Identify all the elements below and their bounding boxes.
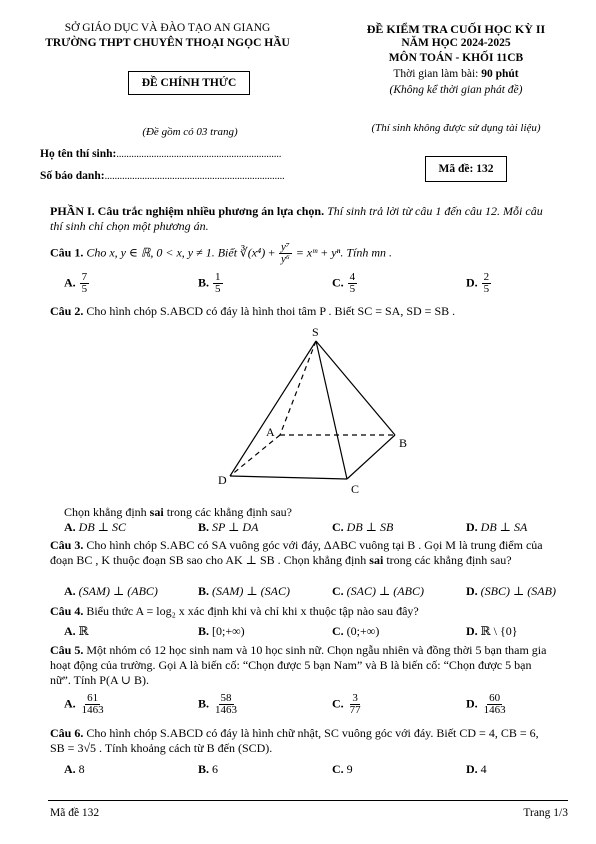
edge-sd [230, 341, 316, 476]
vertex-label-d: D [218, 473, 227, 487]
option-text: ℝ [78, 624, 89, 638]
option-label: B. [198, 520, 210, 534]
option-fraction [482, 272, 492, 295]
fraction-denominator: 5 [81, 283, 88, 295]
q3-option-a[interactable] [64, 584, 158, 599]
option-text: DB ⊥ SA [480, 520, 528, 534]
q2-option-a[interactable] [64, 520, 126, 535]
question-5 [50, 643, 550, 688]
part1-description: Thí sinh trả lời từ câu 1 đến câu 12. Mỗi câu thí sinh chỉ chọn một phương án. [50, 204, 543, 233]
fraction-denominator: 1463 [81, 704, 104, 716]
fraction-denominator: 1463 [483, 704, 506, 716]
question-5-text: Một nhóm có 12 học sinh nam và 10 học sinh nữ. Chọn ngẫu nhiên và đồng thời 5 bạn tham gia hoạt động của trường. Gọi A là biến cố: “Chọn được 5 bạn Nam” và B là biến cố: “Chọn được 5 bạn nữ”. Tính P(A ∪ B). [50, 643, 547, 687]
q6-option-d[interactable] [466, 762, 487, 777]
edge-cb [347, 435, 395, 479]
official-badge: ĐỀ CHÍNH THỨC [128, 71, 250, 95]
question-6-text: Cho hình chóp S.ABCD có đáy là hình chữ nhật, SC vuông góc với đáy. Biết CD = 4, CB = 6, SB = 3√5 . Tính khoảng cách từ B đến (SCD). [50, 726, 539, 755]
q4-option-c[interactable] [332, 624, 379, 639]
option-label: C. [332, 275, 344, 290]
option-label: C. [332, 624, 344, 638]
option-label: D. [466, 762, 478, 776]
option-text: DB ⊥ SB [346, 520, 394, 534]
option-fraction [213, 693, 239, 716]
option-text: (SAM) ⊥ (SAC) [212, 584, 290, 598]
question-1 [50, 242, 550, 265]
fraction-numerator: 60 [489, 692, 501, 704]
question-1-text-a: Cho x, y ∈ ℝ, 0 < x, y ≠ 1. Biết [83, 245, 241, 260]
question-1-expr-rest: = xᵐ + yⁿ [292, 245, 341, 260]
option-text: 8 [78, 762, 85, 776]
vertex-label-s: S [312, 325, 319, 339]
no-docs-note: (Thí sinh không được sử dụng tài liệu) [371, 122, 541, 134]
option-text: (SAM) ⊥ (ABC) [78, 584, 158, 598]
question-1-text-b: . Tính mn . [340, 245, 393, 260]
fraction-denominator: 77 [349, 704, 361, 716]
footer-divider [48, 800, 568, 801]
question-2-label: Câu 2. [50, 304, 84, 318]
option-text: DB ⊥ SC [78, 520, 126, 534]
fraction-numerator: 3 [352, 692, 358, 704]
option-label: A. [64, 696, 76, 711]
time-note: (Không kể thời gian phát đề) [389, 84, 523, 96]
fraction-numerator: 1 [215, 271, 221, 283]
question-2-prompt [64, 505, 564, 520]
fraction-denominator: 5 [349, 283, 356, 295]
q2-option-b[interactable] [198, 520, 258, 535]
option-label: C. [332, 762, 344, 776]
option-text: (SAC) ⊥ (ABC) [346, 584, 424, 598]
option-label: A. [64, 275, 76, 290]
option-fraction [213, 272, 223, 295]
option-label: D. [466, 275, 478, 290]
q4-option-b[interactable] [198, 624, 245, 639]
option-text: SP ⊥ DA [212, 520, 259, 534]
question-2-ask-a: Chọn khẳng định [64, 505, 150, 519]
option-fraction [348, 693, 363, 716]
q2-option-c[interactable] [332, 520, 393, 535]
option-label: B. [198, 624, 210, 638]
edge-dc [230, 476, 347, 479]
fraction-numerator: 58 [220, 692, 232, 704]
question-2-ask-bold: sai [149, 505, 164, 519]
part1-heading [50, 204, 550, 234]
page-count-note: (Đề gồm có 03 trang) [142, 126, 238, 138]
option-label: A. [64, 762, 76, 776]
school-year: NĂM HỌC 2024-2025 [401, 37, 511, 49]
student-name-dots: .................................................................. [116, 149, 282, 160]
question-1-expr-fraction [279, 242, 292, 265]
student-name-line [40, 148, 281, 160]
fraction-numerator: y⁷ [280, 241, 290, 253]
question-4 [50, 604, 550, 619]
question-5-label: Câu 5. [50, 643, 84, 657]
fraction-denominator: 5 [483, 283, 490, 295]
option-label: C. [332, 584, 344, 598]
question-3 [50, 538, 550, 568]
q3-option-b[interactable] [198, 584, 290, 599]
student-id-line [40, 170, 285, 182]
q6-option-a[interactable] [64, 762, 85, 777]
question-4-text: Biểu thức A = log₂ x xác định khi và chỉ khi x thuộc tập nào sau đây? [83, 604, 419, 618]
subject: MÔN TOÁN - KHỐI 11CB [388, 52, 524, 64]
q6-option-c[interactable] [332, 762, 353, 777]
edge-sc [316, 341, 347, 479]
vertex-label-b: B [399, 436, 408, 450]
q6-option-b[interactable] [198, 762, 218, 777]
option-text: 9 [346, 762, 353, 776]
exam-title: ĐỀ KIỂM TRA CUỐI HỌC KỲ II [366, 22, 546, 36]
time-label: Thời gian làm bài: [393, 68, 482, 80]
question-2 [50, 304, 550, 319]
q3-option-c[interactable] [332, 584, 424, 599]
question-3-text-b: trong các khẳng định sau? [383, 553, 512, 567]
student-id-dots: ........................................................................ [104, 171, 285, 182]
option-text: 4 [480, 762, 487, 776]
option-label: D. [466, 584, 478, 598]
q3-option-d[interactable] [466, 584, 556, 599]
q1-option-d[interactable] [466, 272, 492, 295]
fraction-numerator: 7 [81, 271, 88, 283]
option-label: A. [64, 584, 76, 598]
part1-title: PHẦN I. Câu trắc nghiệm nhiều phương án lựa chọn. [50, 204, 325, 218]
student-name-label: Họ tên thí sinh: [40, 148, 117, 160]
option-text: (0;+∞) [346, 624, 380, 638]
question-1-expr-root: ∛(x⁴) [240, 245, 266, 260]
exam-time [340, 68, 572, 80]
q5-option-a[interactable] [64, 693, 107, 716]
footer-page-number: Trang 1/3 [523, 807, 568, 819]
question-3-label: Câu 3. [50, 538, 84, 552]
question-2-ask-b: trong các khẳng định sau? [163, 505, 292, 519]
pyramid-figure [200, 322, 430, 502]
option-fraction [80, 693, 106, 716]
option-label: C. [332, 520, 344, 534]
fraction-numerator: 61 [87, 692, 99, 704]
option-label: B. [198, 762, 210, 776]
question-6-label: Câu 6. [50, 726, 84, 740]
question-3-text-a: Cho hình chóp S.ABC có SA vuông góc với đáy, ΔABC vuông tại B . Gọi M là trung điểm của đoạn BC , K thuộc đoạn SB sao cho AK ⊥ SB . Chọn khẳng định [50, 538, 543, 567]
option-text: (SBC) ⊥ (SAB) [480, 584, 556, 598]
option-label: B. [198, 696, 210, 711]
fraction-denominator: 1463 [215, 704, 238, 716]
time-value: 90 phút [481, 68, 519, 80]
school-name: TRƯỜNG THPT CHUYÊN THOẠI NGỌC HẦU [45, 37, 290, 49]
option-label: B. [198, 584, 210, 598]
q4-option-d[interactable] [466, 624, 518, 639]
q1-option-a[interactable] [64, 272, 90, 295]
q4-option-a[interactable] [64, 624, 89, 639]
option-label: A. [64, 624, 76, 638]
option-fraction [482, 693, 508, 716]
exam-code-box: Mã đề: 132 [425, 156, 507, 182]
option-text: [0;+∞) [212, 624, 245, 638]
question-1-label: Câu 1. [50, 245, 84, 260]
question-2-text: Cho hình chóp S.ABCD có đáy là hình thoi tâm P . Biết SC = SA, SD = SB . [83, 304, 456, 318]
option-text: ℝ \ {0} [480, 624, 518, 638]
q5-option-d[interactable] [466, 693, 509, 716]
question-6 [50, 726, 550, 756]
footer-exam-code: Mã đề 132 [50, 807, 100, 819]
question-4-label: Câu 4. [50, 604, 84, 618]
edge-ad [230, 435, 280, 476]
q2-option-d[interactable] [466, 520, 527, 535]
option-label: D. [466, 624, 478, 638]
option-fraction [348, 272, 358, 295]
option-label: D. [466, 520, 478, 534]
q5-option-b[interactable] [198, 693, 240, 716]
department-name: SỞ GIÁO DỤC VÀ ĐÀO TẠO AN GIANG [64, 22, 271, 34]
student-id-label: Số báo danh: [40, 170, 105, 182]
fraction-numerator: 4 [349, 271, 356, 283]
vertex-label-a: A [266, 425, 275, 439]
q1-option-c[interactable] [332, 272, 358, 295]
option-text: 6 [212, 762, 219, 776]
option-label: A. [64, 520, 76, 534]
option-fraction [80, 272, 90, 295]
edge-sb [316, 341, 395, 435]
q1-option-b[interactable] [198, 272, 224, 295]
question-3-text-bold: sai [369, 553, 384, 567]
fraction-numerator: 2 [483, 271, 490, 283]
vertex-label-c: C [351, 482, 360, 496]
question-1-expr-plus: + [265, 245, 278, 260]
option-label: B. [198, 275, 210, 290]
fraction-denominator: y⁶ [280, 253, 290, 265]
fraction-denominator: 5 [215, 283, 221, 295]
option-label: C. [332, 696, 344, 711]
option-label: D. [466, 696, 478, 711]
q5-option-c[interactable] [332, 693, 364, 716]
